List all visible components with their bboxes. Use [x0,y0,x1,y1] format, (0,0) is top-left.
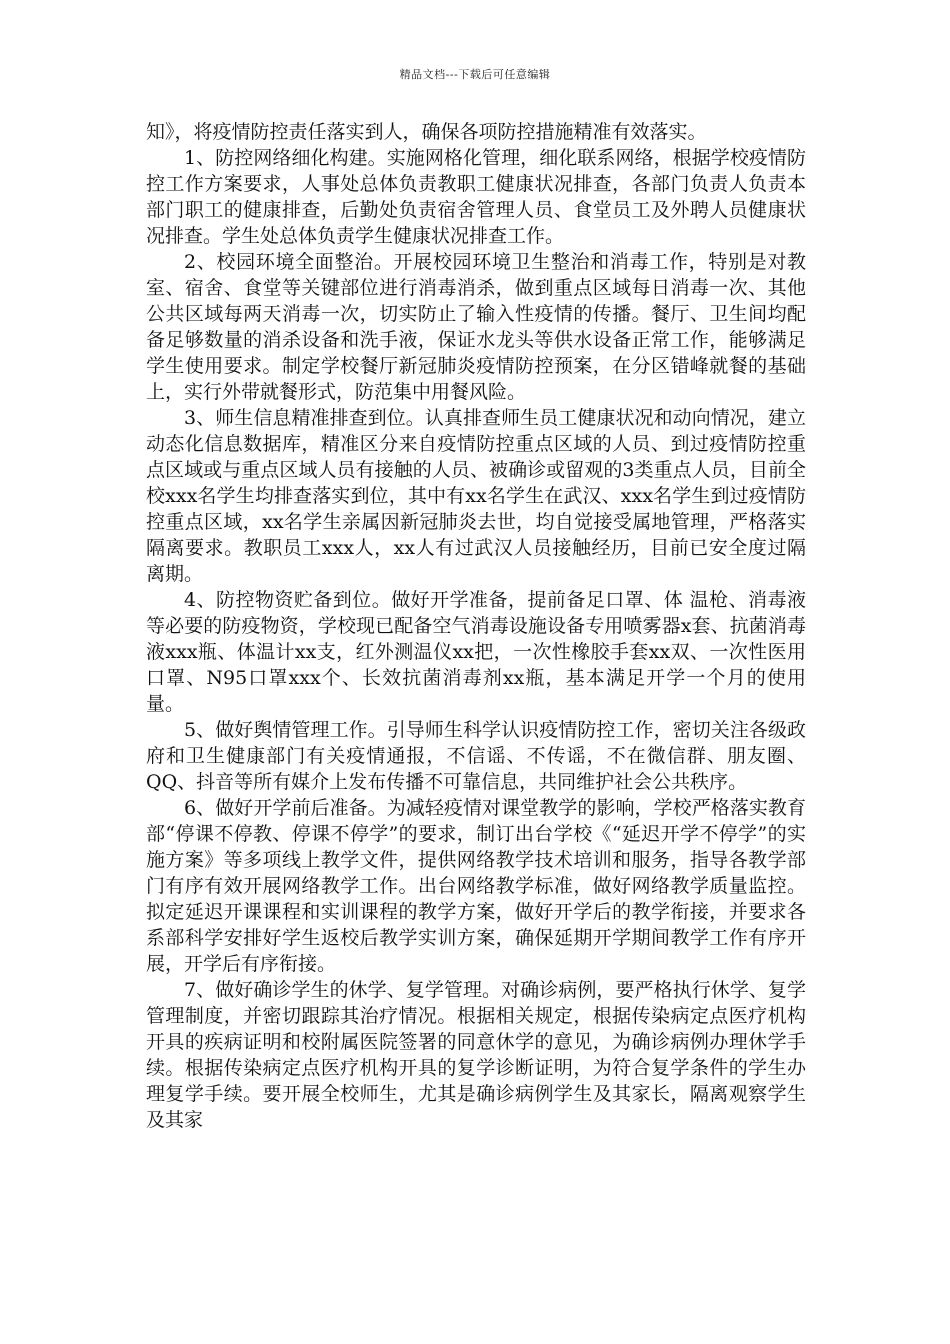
paragraph-item-3: 3、师生信息精准排查到位。认真排查师生员工健康状况和动向情况，建立动态化信息数据库，精准区分来自疫情防控重点区域的人员、到过疫情防控重点区域或与重点区域人员有接触的人员、被确诊或留观的3类重点人员，目前全校xxx名学生均排查落实到位，其中有xx名学生在武汉、xxx名学生到过疫情防控重点区域，xx名学生亲属因新冠肺炎去世，均自觉接受属地管理，严格落实隔离要求。教职员工xxx人，xx人有过武汉人员接触经历，目前已安全度过隔离期。 [146,407,806,585]
paragraph-item-2: 2、校园环境全面整治。开展校园环境卫生整治和消毒工作，特别是对教室、宿舍、食堂等关键部位进行消毒消杀，做到重点区域每日消毒一次、其他公共区域每两天消毒一次，切实防止了输入性疫情的传播。餐厅、卫生间均配备足够数量的消杀设备和洗手液，保证水龙头等供水设备正常工作，能够满足学生使用要求。制定学校餐厅新冠肺炎疫情防控预案，在分区错峰就餐的基础上，实行外带就餐形式，防范集中用餐风险。 [146,251,806,403]
paragraph-item-4: 4、防控物资贮备到位。做好开学准备，提前备足口罩、体 温枪、消毒液等必要的防疫物资，学校现已配备空气消毒设施设备专用喷雾器x套、抗菌消毒液xxx瓶、体温计xx支，红外测温仪xx把，一次性橡胶手套xx双、一次性医用口罩、N95口罩xxx个、长效抗菌消毒剂xx瓶，基本满足开学一个月的使用量。 [146,589,806,715]
paragraph-item-7: 7、做好确诊学生的休学、复学管理。对确诊病例，要严格执行休学、复学管理制度，并密切跟踪其治疗情况。根据相关规定，根据传染病定点医疗机构开具的疾病证明和校附属医院签署的同意休学的意见，为确诊病例办理休学手续。根据传染病定点医疗机构开具的复学诊断证明，为符合复学条件的学生办理复学手续。要开展全校师生，尤其是确诊病例学生及其家长，隔离观察学生及其家 [146,979,806,1131]
page-header: 精品文档---下载后可任意编辑 [399,68,551,81]
paragraph-item-6: 6、做好开学前后准备。为减轻疫情对课堂教学的影响，学校严格落实教育部“停课不停教、停课不停学”的要求，制订出台学校《“延迟开学不停学”的实施方案》等多项线上教学文件，提供网络教学技术培训和服务，指导各教学部门有序有效开展网络教学工作。出台网络教学标准，做好网络教学质量监控。拟定延迟开课课程和实训课程的教学方案，做好开学后的教学衔接，并要求各系部科学安排好学生返校后教学实训方案，确保延期开学期间教学工作有序开展，开学后有序衔接。 [146,797,806,975]
document-body [146,119,806,1133]
paragraph-item-1: 1、防控网络细化构建。实施网格化管理，细化联系网络，根据学校疫情防控工作方案要求，人事处总体负责教职工健康状况排查，各部门负责人负责本部门职工的健康排查，后勤处负责宿舍管理人员、食堂员工及外聘人员健康状况排查。学生处总体负责学生健康状况排查工作。 [146,147,806,247]
paragraph-item-5: 5、做好舆情管理工作。引导师生科学认识疫情防控工作，密切关注各级政府和卫生健康部门有关疫情通报，不信谣、不传谣，不在微信群、朋友圈、QQ、抖音等所有媒介上发布传播不可靠信息，共同维护社会公共秩序。 [146,719,806,793]
paragraph-continuation: 知》，将疫情防控责任落实到人，确保各项防控措施精准有效落实。 [146,121,707,143]
